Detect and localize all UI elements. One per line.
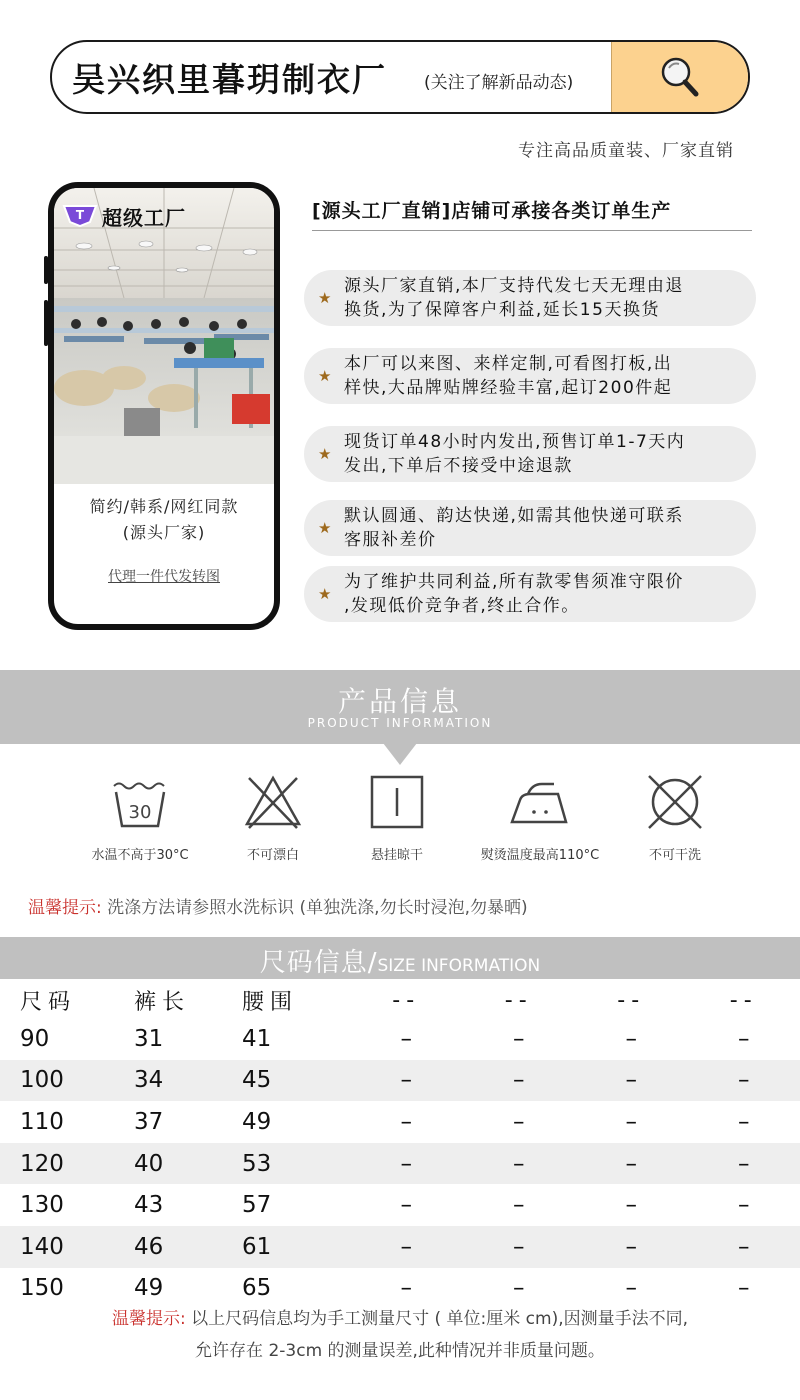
- table-row: [0, 1101, 800, 1143]
- table-cell: 140: [0, 1226, 120, 1268]
- table-cell: 41: [242, 1025, 272, 1052]
- care-item-dryclean: [605, 772, 745, 863]
- header-cell: --: [617, 987, 646, 1013]
- no-bleach-icon: [243, 772, 303, 832]
- banner-subtitle: (关注了解新品动态): [424, 73, 574, 93]
- table-cell: –: [350, 1060, 463, 1102]
- shop-banner: [50, 40, 750, 114]
- table-cell: –: [463, 1226, 576, 1268]
- table-cell: 53: [230, 1143, 350, 1185]
- note-item: [304, 566, 756, 622]
- care-label: 水温不高于30°C: [91, 848, 189, 863]
- table-row: [0, 1018, 800, 1060]
- table-cell: –: [400, 1108, 412, 1135]
- header-cell: --: [392, 987, 421, 1013]
- phone-caption-line1: 简约/韩系/网红同款: [89, 497, 239, 516]
- table-cell: –: [625, 1108, 637, 1135]
- note-line: 默认圆通、韵达快递,如需其他快递可联系: [344, 506, 684, 526]
- header-cell: 尺码: [20, 989, 77, 1015]
- table-cell: 43: [134, 1192, 164, 1219]
- note-item: [304, 348, 756, 404]
- iron-icon: [510, 772, 570, 832]
- table-cell: 45: [230, 1060, 350, 1102]
- table-row: [0, 1226, 800, 1268]
- table-cell: 90: [20, 1025, 50, 1052]
- note-item: [304, 270, 756, 326]
- table-cell: –: [575, 1226, 688, 1268]
- star-icon: ★: [318, 445, 333, 463]
- table-cell: –: [625, 1192, 637, 1219]
- star-icon: ★: [318, 289, 333, 307]
- diamond-logo-icon: [60, 200, 100, 228]
- table-cell: 49: [134, 1275, 164, 1302]
- table-cell: –: [688, 1060, 800, 1102]
- line-dry-icon: [367, 772, 427, 832]
- note-line: 发出,下单后不接受中途退款: [344, 456, 573, 476]
- table-cell: 150: [20, 1275, 64, 1302]
- table-cell: –: [350, 1143, 463, 1185]
- table-cell: –: [400, 1025, 412, 1052]
- table-cell: –: [738, 1192, 750, 1219]
- wash-30-icon: [110, 772, 170, 832]
- table-cell: –: [738, 1275, 750, 1302]
- table-cell: 31: [134, 1025, 164, 1052]
- table-cell: 61: [230, 1226, 350, 1268]
- table-cell: –: [688, 1143, 800, 1185]
- care-label: 悬挂晾干: [370, 848, 423, 863]
- note-line: 现货订单48小时内发出,预售订单1-7天内: [344, 432, 686, 452]
- table-cell: –: [350, 1226, 463, 1268]
- factory-badge-text: 超级工厂: [102, 206, 186, 230]
- note-line: 样快,大品牌贴牌经验丰富,起订200件起: [344, 378, 673, 398]
- wash-temp-number: 30: [128, 802, 152, 823]
- table-cell: –: [625, 1275, 637, 1302]
- care-label: 不可干洗: [648, 848, 701, 863]
- table-cell: –: [738, 1108, 750, 1135]
- phone-mockup: [48, 182, 280, 630]
- size-info-title: [0, 942, 800, 979]
- size-tip-line2: 允许存在 2-3cm 的测量误差,此种情况并非质量问题。: [195, 1341, 605, 1361]
- table-cell: –: [463, 1143, 576, 1185]
- header-cell: --: [504, 987, 533, 1013]
- table-cell: –: [513, 1192, 525, 1219]
- product-info-subtitle: PRODUCT INFORMATION: [307, 716, 493, 730]
- note-line: 换货,为了保障客户利益,延长15天换货: [344, 300, 660, 320]
- table-row: [0, 1184, 800, 1226]
- header-pointer: [383, 743, 417, 765]
- table-cell: 65: [242, 1275, 272, 1302]
- no-dry-clean-icon: [645, 772, 705, 832]
- care-label: 不可漂白: [246, 848, 299, 863]
- size-tip-prefix: 温馨提示:: [111, 1309, 186, 1329]
- table-cell: 100: [0, 1060, 120, 1102]
- table-cell: 120: [0, 1143, 120, 1185]
- table-cell: 49: [242, 1108, 272, 1135]
- note-line: 本厂可以来图、来样定制,可看图打板,出: [344, 354, 673, 374]
- magnifier-icon: [612, 42, 748, 114]
- table-cell: 34: [120, 1060, 230, 1102]
- agent-link[interactable]: [54, 566, 274, 586]
- table-cell: –: [575, 1060, 688, 1102]
- care-item-wash: [70, 772, 210, 863]
- note-line: 客服补差价: [344, 530, 437, 550]
- note-line: 为了维护共同利益,所有款零售须准守限价: [344, 572, 684, 592]
- size-table: [0, 982, 800, 1309]
- care-item-bleach: [203, 772, 343, 863]
- agent-link-label[interactable]: 代理一件代发转图: [108, 569, 220, 585]
- table-cell: –: [738, 1025, 750, 1052]
- table-cell: –: [513, 1025, 525, 1052]
- header-cell: 腰围: [242, 989, 299, 1015]
- table-cell: 37: [134, 1108, 164, 1135]
- table-cell: 130: [20, 1192, 64, 1219]
- star-icon: ★: [318, 367, 333, 385]
- table-cell: 46: [120, 1226, 230, 1268]
- note-item: [304, 500, 756, 556]
- care-label: 熨烫温度最高110°C: [480, 848, 600, 863]
- table-row: [0, 1143, 800, 1185]
- size-tip-line1: [0, 1304, 800, 1334]
- table-row: [0, 1060, 800, 1102]
- svg-text:T: T: [75, 208, 85, 222]
- table-cell: –: [463, 1060, 576, 1102]
- note-item: [304, 426, 756, 482]
- star-icon: ★: [318, 519, 333, 537]
- table-row: [0, 1268, 800, 1310]
- size-tip-text: 以上尺码信息均为手工测量尺寸 ( 单位:厘米 cm),因测量手法不同,: [191, 1309, 689, 1329]
- star-icon: ★: [318, 585, 333, 603]
- table-cell: –: [513, 1108, 525, 1135]
- search-button[interactable]: [611, 42, 748, 112]
- table-cell: 57: [242, 1192, 272, 1219]
- note-line: ,发现低价竞争者,终止合作。: [344, 596, 580, 616]
- header-cell: 裤长: [134, 989, 191, 1015]
- care-item-iron: [470, 772, 610, 863]
- header-cell: --: [729, 987, 758, 1013]
- tagline: 专注高品质童装、厂家直销: [518, 141, 734, 161]
- table-cell: –: [575, 1143, 688, 1185]
- factory-badge: [60, 200, 100, 232]
- table-cell: 40: [120, 1143, 230, 1185]
- size-table-header: [0, 982, 800, 1018]
- factory-photo: [54, 188, 274, 484]
- phone-caption-line2: (源头厂家): [122, 523, 206, 542]
- wash-tip: [28, 893, 528, 918]
- table-cell: –: [400, 1275, 412, 1302]
- wash-tip-text: 洗涤方法请参照水洗标识 (单独洗涤,勿长时浸泡,勿暴晒): [107, 898, 528, 918]
- table-cell: –: [400, 1192, 412, 1219]
- headline: [源头工厂直销]店铺可承接各类订单生产: [312, 200, 672, 222]
- headline-divider: [312, 230, 752, 231]
- table-cell: 110: [20, 1108, 64, 1135]
- table-cell: –: [688, 1226, 800, 1268]
- wash-tip-prefix: 温馨提示:: [28, 898, 102, 918]
- shop-name: 吴兴织里暮玥制衣厂: [72, 60, 387, 99]
- size-info-title-en: SIZE INFORMATION: [377, 956, 541, 976]
- product-info-title: 产品信息: [337, 685, 462, 718]
- table-cell: –: [625, 1025, 637, 1052]
- size-info-title-cn: 尺码信息/: [259, 948, 378, 978]
- note-line: 源头厂家直销,本厂支持代发七天无理由退: [344, 276, 684, 296]
- table-cell: –: [513, 1275, 525, 1302]
- care-item-dry: [327, 772, 467, 863]
